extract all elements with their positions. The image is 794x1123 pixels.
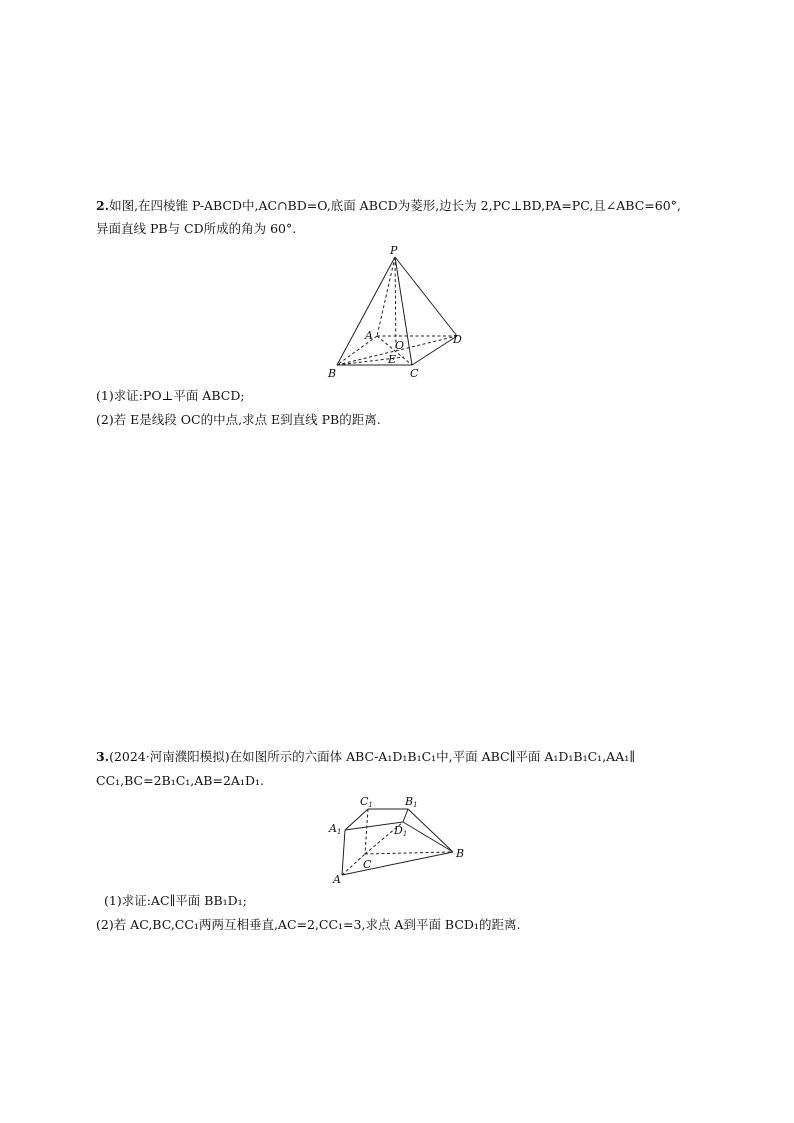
label-A: A xyxy=(365,329,373,342)
problem-2-question-1: (1)求证:PO⊥平面 ABCD; xyxy=(96,388,245,403)
problem-3-number: 3. xyxy=(96,749,110,764)
edge-B1B xyxy=(408,809,453,852)
label-D1: D1 xyxy=(394,824,408,838)
label-C: C xyxy=(410,367,419,380)
problem-3-hexahedron-figure xyxy=(325,793,475,888)
problem-2-number: 2. xyxy=(96,198,110,213)
label-C: C xyxy=(363,858,372,871)
problem-3-line-1 xyxy=(96,747,714,767)
problem-2-statement-1: 如图,在四棱锥 P-ABCD中,AC∩BD=O,底面 ABCD为菱形,边长为 2,PC⊥BD,PA=PC,且∠ABC=60°, xyxy=(109,198,681,213)
problem-2-pyramid-figure xyxy=(325,243,475,381)
edge-PB xyxy=(337,257,395,365)
problem-3-line-2: CC₁,BC=2B₁C₁,AB=2A₁D₁. xyxy=(96,773,264,788)
problem-3-question-1: (1)求证:AC∥平面 BB₁D₁; xyxy=(104,893,247,908)
problem-2-line-2: 异面直线 PB与 CD所成的角为 60°. xyxy=(96,221,297,236)
problem-2-line-1 xyxy=(96,196,714,216)
edge-AA1 xyxy=(342,830,345,875)
problem-2-question-2: (2)若 E是线段 OC的中点,求点 E到直线 PB的距离. xyxy=(96,412,381,427)
label-A1: A1 xyxy=(329,822,342,836)
edge-CB xyxy=(365,852,453,854)
label-B: B xyxy=(328,367,337,380)
label-B1: B1 xyxy=(405,795,418,809)
edge-AC xyxy=(342,854,365,875)
edge-D1B xyxy=(403,822,453,852)
label-O: O xyxy=(395,339,405,352)
label-E: E xyxy=(388,353,397,366)
label-C1: C1 xyxy=(360,795,373,809)
problem-3-statement-1: (2024·河南濮阳模拟)在如图所示的六面体 ABC-A₁D₁B₁C₁中,平面 ABC∥平面 A₁D₁B₁C₁,AA₁∥ xyxy=(109,749,636,764)
edge-CC1 xyxy=(365,809,368,854)
edge-PD xyxy=(395,257,457,336)
edge-CD xyxy=(412,336,457,365)
label-P: P xyxy=(390,244,398,257)
edge-D1B1 xyxy=(403,809,408,822)
label-D: D xyxy=(453,333,462,346)
problem-3-question-2: (2)若 AC,BC,CC₁两两互相垂直,AC=2,CC₁=3,求点 A到平面 BCD₁的距离. xyxy=(96,917,521,932)
edge-AB xyxy=(342,852,453,875)
label-B: B xyxy=(456,847,465,860)
label-A: A xyxy=(333,873,341,886)
edge-PA xyxy=(377,257,395,336)
